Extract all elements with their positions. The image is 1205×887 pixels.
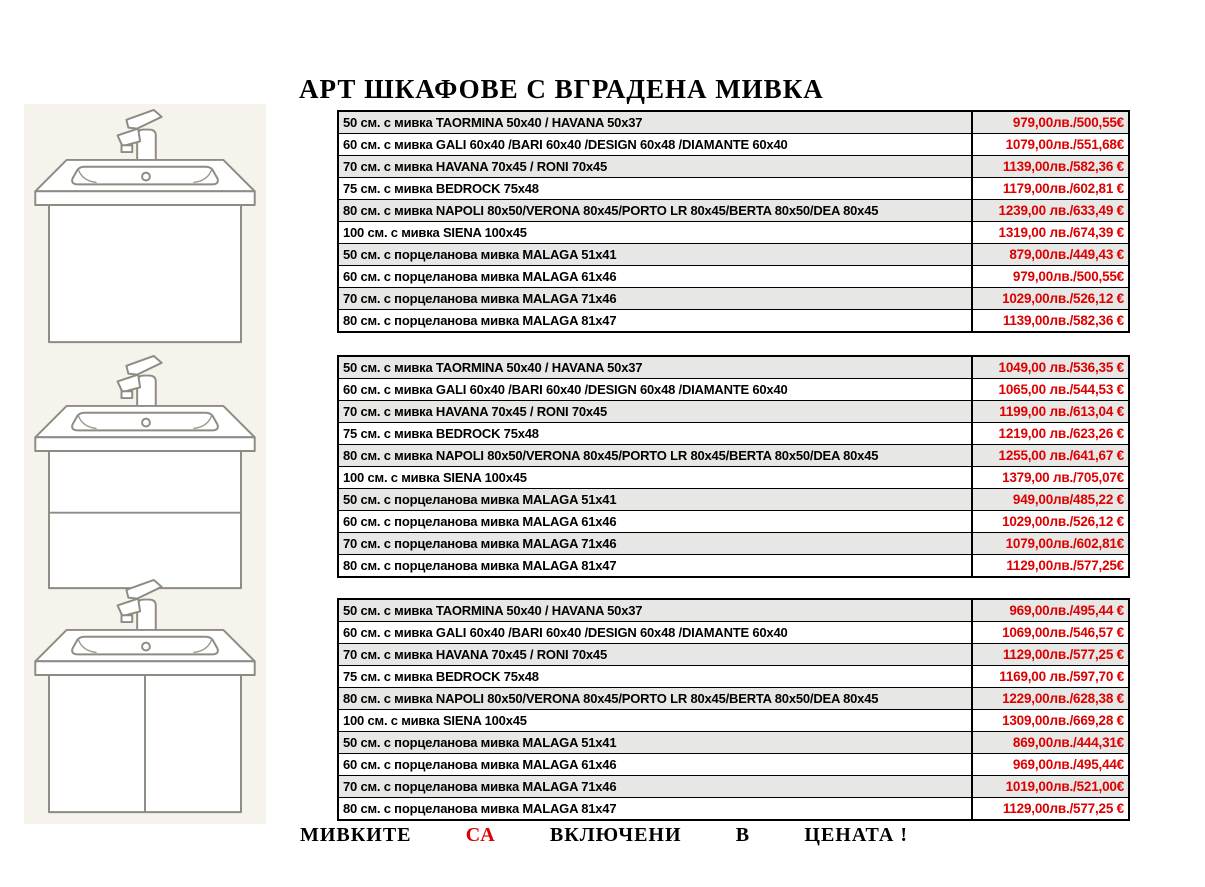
product-images-panel — [24, 104, 266, 824]
table-row — [339, 533, 1128, 555]
product-price: 1319,00 лв./674,39 € — [998, 225, 1124, 240]
table-row — [339, 445, 1128, 467]
footer-word: МИВКИТЕ — [300, 824, 412, 846]
table-row — [339, 156, 1128, 178]
product-description: 50 см. с мивка TAORMINA 50x40 / HAVANA 50x37 — [339, 357, 973, 378]
table-row — [339, 134, 1128, 156]
product-price: 1139,00лв./582,36 € — [1002, 313, 1124, 328]
product-price: 1079,00лв./602,81€ — [1005, 536, 1124, 551]
table-row — [339, 178, 1128, 200]
product-price: 1229,00лв./628,38 € — [1002, 691, 1124, 706]
product-price: 949,00лв/485,22 € — [1012, 492, 1124, 507]
table-row — [339, 401, 1128, 423]
table-row — [339, 511, 1128, 533]
product-description: 50 см. с мивка TAORMINA 50x40 / HAVANA 50x37 — [339, 112, 973, 133]
page-title: АРТ ШКАФОВЕ С ВГРАДЕНА МИВКА — [299, 74, 824, 104]
product-description: 100 см. с мивка SIENA 100x45 — [339, 710, 973, 731]
product-price: 1029,00лв./526,12 € — [1002, 514, 1124, 529]
product-description: 50 см. с мивка TAORMINA 50x40 / HAVANA 50x37 — [339, 600, 973, 621]
table-row — [339, 776, 1128, 798]
product-price: 869,00лв./444,31€ — [1012, 735, 1124, 750]
product-description: 60 см. с мивка GALI 60x40 /BARI 60x40 /DESIGN 60x48 /DIAMANTE 60x40 — [339, 379, 973, 400]
table-row — [339, 622, 1128, 644]
product-description: 70 см. с порцеланова мивка MALAGA 71x46 — [339, 533, 973, 554]
product-description: 100 см. с мивка SIENA 100x45 — [339, 467, 973, 488]
product-price: 1129,00лв./577,25€ — [1006, 558, 1124, 573]
product-price: 1139,00лв./582,36 € — [1002, 159, 1124, 174]
table-row — [339, 644, 1128, 666]
vanity-cabinet-two-doors-image — [25, 578, 265, 818]
product-price: 979,00лв./500,55€ — [1012, 115, 1124, 130]
table-row — [339, 423, 1128, 445]
product-description: 70 см. с порцеланова мивка MALAGA 71x46 — [339, 288, 973, 309]
price-table-single-front — [337, 110, 1130, 333]
table-row — [339, 266, 1128, 288]
table-row — [339, 732, 1128, 754]
product-price: 1019,00лв./521,00€ — [1005, 779, 1124, 794]
product-price: 969,00лв./495,44 € — [1009, 603, 1124, 618]
product-description: 60 см. с мивка GALI 60x40 /BARI 60x40 /DESIGN 60x48 /DIAMANTE 60x40 — [339, 134, 973, 155]
product-price: 979,00лв./500,55€ — [1012, 269, 1124, 284]
product-description: 80 см. с порцеланова мивка MALAGA 81x47 — [339, 310, 973, 331]
vanity-cabinet-two-drawers-image — [25, 354, 265, 594]
product-description: 50 см. с порцеланова мивка MALAGA 51x41 — [339, 732, 973, 753]
product-description: 60 см. с порцеланова мивка MALAGA 61x46 — [339, 511, 973, 532]
table-row — [339, 222, 1128, 244]
price-table-two-drawers — [337, 355, 1130, 578]
table-row — [339, 555, 1128, 576]
table-row — [339, 798, 1128, 819]
product-description: 100 см. с мивка SIENA 100x45 — [339, 222, 973, 243]
table-row — [339, 200, 1128, 222]
product-description: 75 см. с мивка BEDROCK 75x48 — [339, 666, 973, 687]
table-row — [339, 467, 1128, 489]
product-description: 80 см. с мивка NAPOLI 80x50/VERONA 80x45/PORTO LR 80x45/BERTA 80x50/DEA 80x45 — [339, 688, 973, 709]
product-price: 1029,00лв./526,12 € — [1002, 291, 1124, 306]
table-row — [339, 688, 1128, 710]
product-price: 1219,00 лв./623,26 € — [998, 426, 1124, 441]
product-price: 969,00лв./495,44€ — [1012, 757, 1124, 772]
product-description: 70 см. с мивка HAVANA 70x45 / RONI 70x45 — [339, 156, 973, 177]
product-description: 50 см. с порцеланова мивка MALAGA 51x41 — [339, 244, 973, 265]
product-description: 70 см. с мивка HAVANA 70x45 / RONI 70x45 — [339, 401, 973, 422]
product-description: 60 см. с порцеланова мивка MALAGA 61x46 — [339, 754, 973, 775]
table-row — [339, 710, 1128, 732]
vanity-cabinet-single-front-image — [25, 108, 265, 348]
table-row — [339, 288, 1128, 310]
product-price: 1069,00лв./546,57 € — [1002, 625, 1124, 640]
table-row — [339, 112, 1128, 134]
product-description: 60 см. с мивка GALI 60x40 /BARI 60x40 /DESIGN 60x48 /DIAMANTE 60x40 — [339, 622, 973, 643]
product-price: 1379,00 лв./705,07€ — [1002, 470, 1124, 485]
product-description: 80 см. с мивка NAPOLI 80x50/VERONA 80x45/PORTO LR 80x45/BERTA 80x50/DEA 80x45 — [339, 445, 973, 466]
table-row — [339, 489, 1128, 511]
footer-word: В — [735, 824, 751, 846]
product-price: 1079,00лв./551,68€ — [1005, 137, 1124, 152]
product-price: 1049,00 лв./536,35 € — [998, 360, 1124, 375]
table-row — [339, 600, 1128, 622]
table-row — [339, 244, 1128, 266]
footer-word: ВКЛЮЧЕНИ — [549, 824, 682, 846]
table-row — [339, 754, 1128, 776]
product-description: 50 см. с порцеланова мивка MALAGA 51x41 — [339, 489, 973, 510]
table-row — [339, 666, 1128, 688]
product-price: 879,00лв./449,43 € — [1009, 247, 1124, 262]
product-description: 80 см. с мивка NAPOLI 80x50/VERONA 80x45/PORTO LR 80x45/BERTA 80x50/DEA 80x45 — [339, 200, 973, 221]
product-description: 80 см. с порцеланова мивка MALAGA 81x47 — [339, 555, 973, 576]
product-description: 60 см. с порцеланова мивка MALAGA 61x46 — [339, 266, 973, 287]
footer-word: ЦЕНАТА ! — [804, 824, 908, 846]
product-description: 70 см. с порцеланова мивка MALAGA 71x46 — [339, 776, 973, 797]
product-price: 1199,00 лв./613,04 € — [999, 404, 1124, 419]
product-description: 75 см. с мивка BEDROCK 75x48 — [339, 178, 973, 199]
table-row — [339, 310, 1128, 331]
table-row — [339, 357, 1128, 379]
product-description: 70 см. с мивка HAVANA 70x45 / RONI 70x45 — [339, 644, 973, 665]
product-price: 1065,00 лв./544,53 € — [998, 382, 1124, 397]
product-price: 1239,00 лв./633,49 € — [998, 203, 1124, 218]
table-row — [339, 379, 1128, 401]
sinks-included-note — [300, 822, 908, 848]
product-price: 1179,00лв./602,81 € — [1002, 181, 1124, 196]
product-price: 1169,00 лв./597,70 € — [999, 669, 1124, 684]
product-price: 1255,00 лв./641,67 € — [998, 448, 1124, 463]
footer-word-emphasis: СА — [465, 824, 496, 846]
product-price: 1129,00лв./577,25 € — [1002, 801, 1124, 816]
product-description: 80 см. с порцеланова мивка MALAGA 81x47 — [339, 798, 973, 819]
product-price: 1129,00лв./577,25 € — [1002, 647, 1124, 662]
product-price: 1309,00лв./669,28 € — [1002, 713, 1124, 728]
price-table-two-doors — [337, 598, 1130, 821]
product-description: 75 см. с мивка BEDROCK 75x48 — [339, 423, 973, 444]
